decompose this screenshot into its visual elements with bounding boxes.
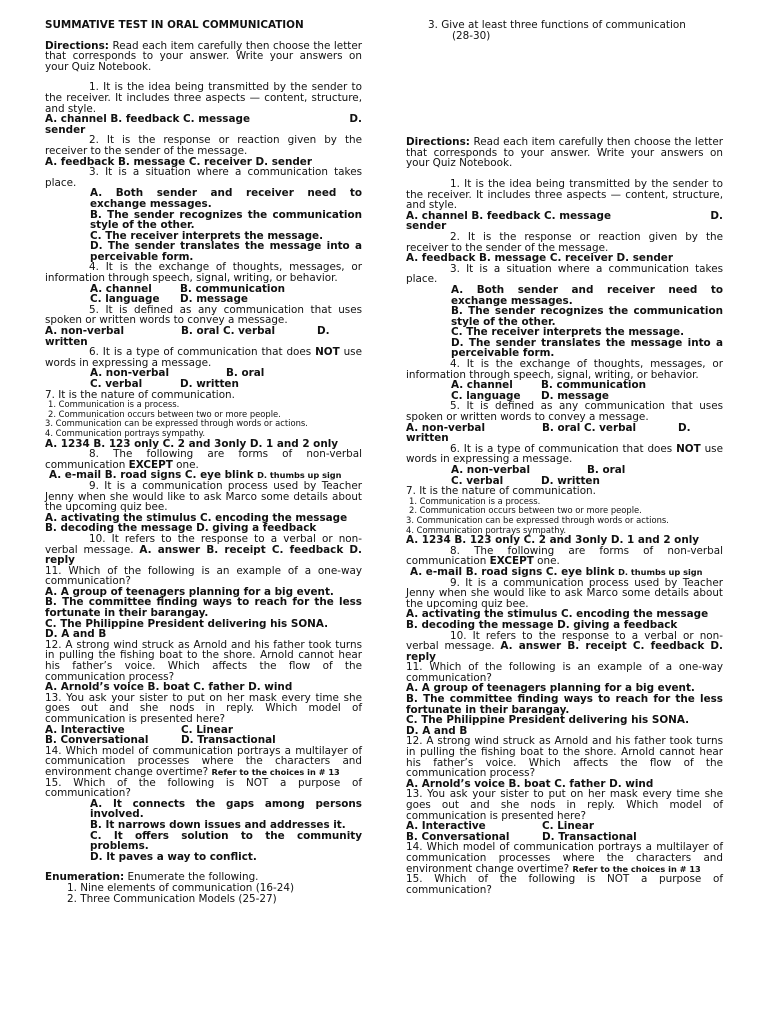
question-6-repeat: 6. It is a type of communication that does NOT use words in expressing a message. — [406, 442, 723, 466]
question-7-item-1-repeat: 1. Communication is a process. — [409, 495, 541, 506]
question-13-options-ac: A. Interactive C. Linear — [45, 723, 233, 736]
question-3: 3. It is a situation where a communication takes place. — [45, 166, 362, 189]
question-3-option-c: C. The receiver interprets the message. — [90, 229, 324, 242]
question-3-repeat: 3. It is a situation where a communication takes place. — [406, 262, 723, 286]
question-11-option-c-repeat: C. The Philippine President delivering his SONA. — [406, 714, 690, 727]
question-5-options: A. non-verbal B. oral C. verbal D. — [45, 325, 330, 338]
question-6-options-ab: A. non-verbal B. oral — [90, 367, 265, 380]
question-3-option-d: D. The sender translates the message into a perceivable form. — [90, 240, 362, 263]
question-8-options-repeat: A. e-mail B. road signs C. eye blink D. thumbs up sign — [410, 565, 703, 578]
question-5-options-repeat: A. non-verbal B. oral C. verbal D. — [406, 421, 691, 434]
question-5: 5. It is defined as any communication that uses spoken or written words to convey a message. — [45, 303, 362, 327]
question-2-options-repeat: A. feedback B. message C. receiver D. sender — [406, 252, 673, 265]
question-11-option-b-repeat: B. The committee finding ways to reach for the less fortunate in their barangay. — [406, 693, 723, 716]
question-3-option-d-repeat: D. The sender translates the message into a perceivable form. — [451, 336, 723, 360]
right-column — [406, 20, 723, 895]
question-5-options-cont-repeat: written — [406, 432, 449, 445]
question-8-repeat: 8. The following are forms of non-verbal communication EXCEPT one. — [406, 544, 723, 568]
question-3-option-b-repeat: B. The sender recognizes the communication style of the other. — [451, 305, 723, 328]
question-15: 15. Which of the following is NOT a purpose of communication? — [45, 776, 362, 800]
question-6-options-cd: C. verbal D. written — [90, 378, 239, 390]
question-8-options: A. e-mail B. road signs C. eye blink D. thumbs up sign — [49, 469, 342, 482]
question-7-options: A. 1234 B. 123 only C. 2 and 3only D. 1 and 2 only — [45, 437, 339, 450]
question-7: 7. It is the nature of communication. — [45, 388, 235, 401]
question-7-item-2-repeat: 2. Communication occurs between two or more people. — [409, 505, 642, 516]
question-13-options-bd: B. Conversational D. Transactional — [45, 734, 276, 747]
question-5-options-cont: written — [45, 335, 88, 348]
question-4-options-ab-repeat: A. channel B. communication — [451, 379, 647, 392]
question-11-option-d: D. A and B — [45, 628, 107, 641]
test-title: SUMMATIVE TEST IN ORAL COMMUNICATION — [45, 19, 304, 31]
question-11-option-b: B. The committee finding ways to reach for the less fortunate in their barangay. — [45, 596, 362, 620]
question-12-options-repeat: A. Arnold’s voice B. boat C. father D. wind — [406, 777, 654, 790]
question-7-item-4: 4. Communication portrays sympathy. — [45, 427, 205, 438]
question-4: 4. It is the exchange of thoughts, messages, or information through speech, signal, writing, or behavior. — [45, 261, 362, 285]
question-4-options-cd: C. language D. message — [90, 293, 248, 306]
question-12-repeat: 12. A strong wind struck as Arnold and his father took turns in pulling the fishing boat to the shore. Arnold cannot hear his father’s voice. Which affects the flow of the communication process? — [406, 735, 723, 780]
question-9-options-cd-repeat: B. decoding the message D. giving a feedback — [406, 618, 678, 631]
question-3-option-a: A. Both sender and receiver need to exchange messages. — [90, 187, 362, 210]
question-9-repeat: 9. It is a communication process used by Teacher Jenny when she would like to ask Marco some details about the upcoming quiz bee. — [406, 576, 723, 610]
question-10-repeat: 10. It refers to the response to a verbal or non-verbal message. A. answer B. receipt C. feedback D. reply — [406, 629, 723, 663]
question-12: 12. A strong wind struck as Arnold and his father took turns in pulling the fishing boat to the shore. Arnold cannot hear his father’s voice. Which affects the flow of the communication process? — [45, 638, 362, 683]
question-11-option-d-repeat: D. A and B — [406, 724, 468, 737]
question-14: 14. Which model of communication portrays a multilayer of communication processes where the characters and environment change overtime? Refer to the choices in # 13 — [45, 744, 362, 778]
question-1-repeat: 1. It is the idea being transmitted by the sender to the receiver. It includes three aspects — content, structure, and style. — [406, 177, 723, 212]
directions: Directions: Read each item carefully then choose the letter that corresponds to your answer. Write your answers on your Quiz Notebook. — [45, 39, 363, 73]
question-4-options-cd-repeat: C. language D. message — [451, 389, 609, 402]
question-1: 1. It is the idea being transmitted by the sender to the receiver. It includes three aspects — content, structure, and style. — [45, 81, 362, 115]
question-1-options-cont: sender — [45, 123, 86, 136]
question-13-repeat: 13. You ask your sister to put on her mask every time she goes out and she nods in reply. Which model of communication is presented here? — [406, 788, 723, 822]
question-10: 10. It refers to the response to a verbal or non-verbal message. A. answer B. receipt C. feedback D. reply — [45, 532, 362, 567]
enumeration-item-3: 3. Give at least three functions of communication (28-30) — [428, 19, 686, 42]
question-5-repeat: 5. It is defined as any communication that uses spoken or written words to convey a message. — [406, 400, 723, 424]
question-15-option-d: D. It paves a way to conflict. — [90, 850, 257, 863]
question-11-option-a-repeat: A. A group of teenagers planning for a big event. — [406, 682, 695, 695]
question-1-options-repeat: A. channel B. feedback C. message D. — [406, 209, 723, 222]
question-3-option-a-repeat: A. Both sender and receiver need to exchange messages. — [451, 283, 723, 307]
question-15-option-b: B. It narrows down issues and addresses it. — [90, 818, 346, 831]
question-7-item-3-repeat: 3. Communication can be expressed through words or actions. — [406, 514, 669, 525]
question-15-repeat: 15. Which of the following is NOT a purpose of communication? — [406, 873, 723, 896]
question-7-item-3: 3. Communication can be expressed through words or actions. — [45, 418, 308, 429]
enumeration-item-1: 1. Nine elements of communication (16-24) — [67, 881, 294, 894]
question-2-options: A. feedback B. message C. receiver D. sender — [45, 155, 312, 168]
question-3-option-c-repeat: C. The receiver interprets the message. — [451, 326, 685, 339]
question-11-option-c: C. The Philippine President delivering his SONA. — [45, 617, 329, 630]
question-6-options-ab-repeat: A. non-verbal B. oral — [451, 464, 626, 476]
question-13-options-ac-repeat: A. Interactive C. Linear — [406, 820, 594, 833]
question-2-repeat: 2. It is the response or reaction given by the receiver to the sender of the message. — [406, 230, 723, 254]
question-7-options-repeat: A. 1234 B. 123 only C. 2 and 3only D. 1 and 2 only — [406, 534, 700, 547]
enumeration-item-2: 2. Three Communication Models (25-27) — [67, 892, 277, 905]
question-15-option-a: A. It connects the gaps among persons involved. — [90, 797, 362, 821]
question-9-options-ab-repeat: A. activating the stimulus C. encoding the message — [406, 608, 709, 621]
question-7-item-4-repeat: 4. Communication portrays sympathy. — [406, 524, 566, 535]
question-9-options-ab: A. activating the stimulus C. encoding the message — [45, 511, 348, 524]
question-2: 2. It is the response or reaction given by the receiver to the sender of the message. — [45, 134, 362, 157]
question-9-options-cd: B. decoding the message D. giving a feedback — [45, 522, 317, 535]
question-14-repeat: 14. Which model of communication portrays a multilayer of communication processes where the characters and environment change overtime? Refer to the choices in # 13 — [406, 841, 723, 875]
question-7-repeat: 7. It is the nature of communication. — [406, 485, 596, 498]
question-13: 13. You ask your sister to put on her mask every time she goes out and she nods in reply. Which model of communication is presented here? — [45, 691, 362, 725]
question-4-options-ab: A. channel B. communication — [90, 282, 286, 295]
question-11: 11. Which of the following is an example of a one-way communication? — [45, 564, 362, 588]
question-9: 9. It is a communication process used by Teacher Jenny when she would like to ask Marco some details about the upcoming quiz bee. — [45, 479, 362, 514]
question-13-options-bd-repeat: B. Conversational D. Transactional — [406, 830, 637, 843]
question-1-options-cont-repeat: sender — [406, 220, 447, 233]
question-15-option-c: C. It offers solution to the community problems. — [90, 829, 362, 853]
enumeration: Enumeration: Enumerate the following. — [45, 871, 259, 884]
left-column — [45, 20, 362, 904]
question-7-item-1: 1. Communication is a process. — [48, 399, 180, 410]
question-6-options-cd-repeat: C. verbal D. written — [451, 474, 600, 487]
question-4-repeat: 4. It is the exchange of thoughts, messages, or information through speech, signal, writing, or behavior. — [406, 358, 723, 381]
question-8: 8. The following are forms of non-verbal communication EXCEPT one. — [45, 448, 362, 471]
question-7-item-2: 2. Communication occurs between two or more people. — [48, 408, 281, 419]
question-12-options: A. Arnold’s voice B. boat C. father D. wind — [45, 681, 293, 694]
question-11-option-a: A. A group of teenagers planning for a big event. — [45, 585, 334, 598]
question-3-option-b: B. The sender recognizes the communication style of the other. — [90, 208, 362, 232]
question-11-repeat: 11. Which of the following is an example of a one-way communication? — [406, 661, 723, 684]
question-6: 6. It is a type of communication that does NOT use words in expressing a message. — [45, 346, 362, 369]
question-1-options: A. channel B. feedback C. message D. — [45, 113, 362, 126]
directions-repeat: Directions: Read each item carefully then choose the letter that corresponds to your answer. Write your answers on your Quiz Notebook. — [406, 136, 724, 170]
